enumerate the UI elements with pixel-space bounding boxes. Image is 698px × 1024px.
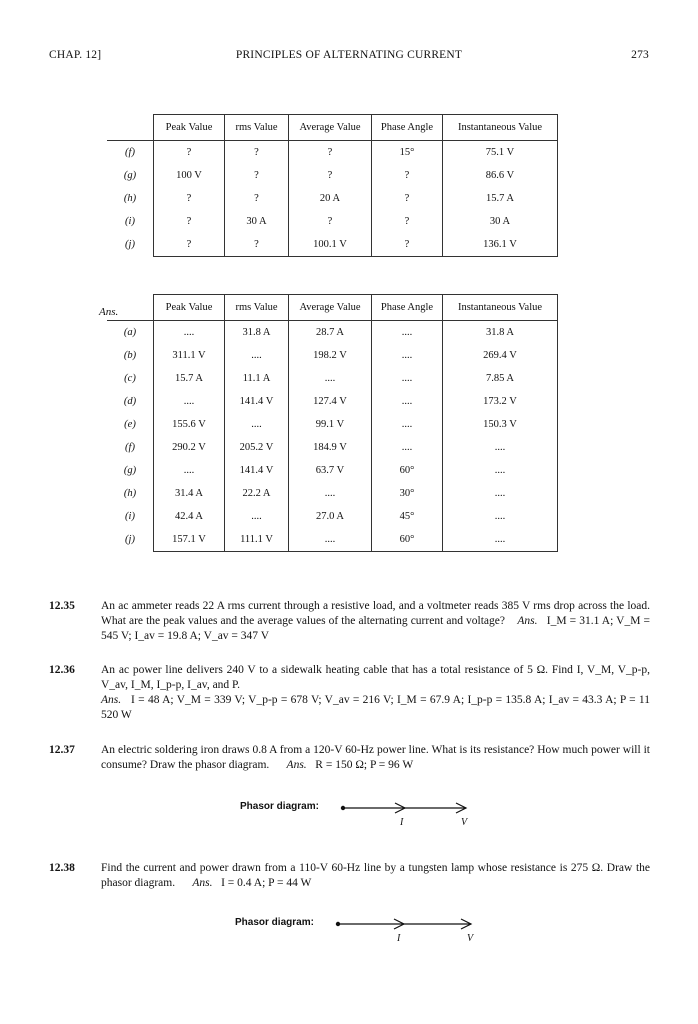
table-cell: 31.8 A	[225, 321, 289, 345]
table-cell: 31.8 A	[443, 321, 558, 345]
table-cell: 290.2 V	[154, 436, 225, 459]
table-cell: 30 A	[225, 210, 289, 233]
answer-label: Ans.	[517, 615, 538, 627]
answer-text: I = 0.4 A; P = 44 W	[221, 877, 312, 889]
table-cell: 205.2 V	[225, 436, 289, 459]
table-cell: ....	[372, 344, 443, 367]
row-label: (f)	[125, 147, 135, 158]
table-cell: 15°	[372, 141, 443, 165]
table-row	[107, 367, 558, 390]
table-cell: 141.4 V	[225, 459, 289, 482]
table-cell: 60°	[372, 459, 443, 482]
table-cell: 60°	[372, 528, 443, 552]
table-row	[107, 164, 558, 187]
problems-table	[107, 114, 558, 257]
table-cell: 75.1 V	[443, 141, 558, 165]
table-cell: 100.1 V	[289, 233, 372, 257]
table-row	[107, 459, 558, 482]
table-row	[107, 436, 558, 459]
table-cell: ....	[225, 413, 289, 436]
table-cell: ....	[154, 390, 225, 413]
table-cell: ....	[443, 528, 558, 552]
table-cell: ?	[225, 187, 289, 210]
problem-number: 12.36	[49, 664, 75, 676]
answers-table	[107, 294, 558, 552]
phasor-label: Phasor diagram:	[240, 801, 319, 812]
phasor-arrows	[235, 914, 480, 948]
current-phasor-label: I	[397, 933, 401, 944]
table-cell: ....	[289, 528, 372, 552]
phasor-label: Phasor diagram:	[235, 917, 314, 928]
voltage-phasor-label: V	[467, 933, 474, 944]
table-row	[107, 413, 558, 436]
phasor-diagram	[235, 914, 480, 948]
table-cell: 150.3 V	[443, 413, 558, 436]
table-cell: ?	[154, 187, 225, 210]
column-header: Average Value	[289, 115, 372, 141]
page-title: PRINCIPLES OF ALTERNATING CURRENT	[235, 49, 463, 61]
problem-12-36	[49, 663, 650, 723]
table-cell: 155.6 V	[154, 413, 225, 436]
row-label: (j)	[125, 239, 135, 251]
answer-text: R = 150 Ω; P = 96 W	[315, 759, 414, 771]
chapter-label: CHAP. 12]	[49, 49, 102, 61]
problem-text: Find the current and power drawn from a 110-V 60-Hz line by a tungsten lamp whose resistance is 275 Ω. Draw the phasor diagram.	[101, 862, 650, 889]
table-cell: 15.7 A	[154, 367, 225, 390]
current-phasor-label: I	[400, 817, 404, 828]
row-label: (b)	[123, 350, 137, 361]
table-cell: 63.7 V	[289, 459, 372, 482]
table-cell: ....	[289, 482, 372, 505]
answer-label: Ans.	[101, 694, 122, 706]
row-label: (g)	[123, 465, 137, 476]
table-cell: 269.4 V	[443, 344, 558, 367]
table-cell: 173.2 V	[443, 390, 558, 413]
table-row	[107, 233, 558, 257]
table-cell: 141.4 V	[225, 390, 289, 413]
row-label-header	[107, 295, 154, 321]
table-cell: ....	[154, 321, 225, 345]
table-cell: 7.85 A	[443, 367, 558, 390]
table-cell: ?	[372, 187, 443, 210]
table-cell: ....	[443, 505, 558, 528]
table-cell: 99.1 V	[289, 413, 372, 436]
page-number: 273	[631, 49, 649, 61]
table-cell: 184.9 V	[289, 436, 372, 459]
problem-text: An ac power line delivers 240 V to a sidewalk heating cable that has a total resistance of 5 Ω. Find I, V_M, V_p-p, V_av, I_M, I_p-p, I_av, and P.	[101, 664, 650, 691]
table-row	[107, 344, 558, 367]
problem-number: 12.38	[49, 862, 75, 874]
problem-number: 12.35	[49, 600, 75, 612]
table-cell: 20 A	[289, 187, 372, 210]
row-label: (i)	[125, 511, 135, 522]
table-cell: 15.7 A	[443, 187, 558, 210]
table-cell: 27.0 A	[289, 505, 372, 528]
row-label: (e)	[124, 419, 136, 430]
answer-text: I = 48 A; V_M = 339 V; V_p-p = 678 V; V_av = 216 V; I_M = 67.9 A; I_p-p = 135.8 A; I_av = 43.3 A; P = 11 520 W	[101, 694, 651, 721]
table-cell: ?	[154, 141, 225, 165]
problem-text: An electric soldering iron draws 0.8 A from a 120-V 60-Hz power line. What is its resistance? How much power will it consume? Draw the phasor diagram.	[101, 744, 650, 771]
table-cell: 111.1 V	[225, 528, 289, 552]
table-cell: 127.4 V	[289, 390, 372, 413]
table-cell: 30 A	[443, 210, 558, 233]
row-label: (d)	[123, 396, 137, 407]
table-row	[107, 321, 558, 345]
table-cell: ?	[289, 210, 372, 233]
table-cell: ?	[372, 233, 443, 257]
column-header: Instantaneous Value	[443, 115, 558, 141]
problem-number: 12.37	[49, 744, 75, 756]
table-cell: 11.1 A	[225, 367, 289, 390]
row-label: (f)	[125, 442, 135, 453]
table-cell: ....	[372, 436, 443, 459]
table-cell: 45°	[372, 505, 443, 528]
answer-label: Ans.	[286, 759, 307, 771]
column-header: Instantaneous Value	[443, 295, 558, 321]
table-cell: ....	[443, 436, 558, 459]
table-cell: ....	[225, 344, 289, 367]
row-label: (j)	[125, 534, 135, 546]
column-header: Phase Angle	[372, 295, 443, 321]
table-cell: 100 V	[154, 164, 225, 187]
table-row	[107, 528, 558, 552]
table-cell: 22.2 A	[225, 482, 289, 505]
problem-text: An ac ammeter reads 22 A rms current through a resistive load, and a voltmeter reads 385 V rms drop across the load. What are the peak values and the average values of the alternating current and voltage?	[101, 600, 650, 627]
phasor-diagram	[240, 798, 480, 832]
table-cell: ?	[289, 164, 372, 187]
table-cell: 42.4 A	[154, 505, 225, 528]
table-cell: ....	[443, 459, 558, 482]
answers-label: Ans.	[99, 306, 119, 318]
table-row	[107, 482, 558, 505]
table-cell: ....	[289, 367, 372, 390]
table-row	[107, 187, 558, 210]
table-cell: 31.4 A	[154, 482, 225, 505]
table-cell: 30°	[372, 482, 443, 505]
table-cell: ?	[154, 233, 225, 257]
table-row	[107, 390, 558, 413]
row-label: (h)	[123, 488, 137, 499]
table-cell: ?	[372, 164, 443, 187]
table-cell: ....	[372, 367, 443, 390]
table-row	[107, 210, 558, 233]
table-cell: ....	[372, 321, 443, 345]
phasor-arrows	[240, 798, 480, 832]
problem-12-37	[49, 743, 650, 773]
voltage-phasor-label: V	[461, 817, 468, 828]
table-cell: 86.6 V	[443, 164, 558, 187]
table-row	[107, 505, 558, 528]
problem-12-35	[49, 599, 650, 644]
table-row	[107, 141, 558, 165]
problem-12-38	[49, 861, 650, 891]
row-label: (i)	[125, 216, 135, 227]
table-cell: ?	[225, 141, 289, 165]
row-label: (h)	[123, 193, 137, 204]
column-header: rms Value	[225, 295, 289, 321]
row-label: (a)	[123, 327, 137, 338]
table-cell: ?	[225, 164, 289, 187]
column-header: rms Value	[225, 115, 289, 141]
table-cell: ....	[443, 482, 558, 505]
row-label: (c)	[124, 373, 136, 384]
row-label-header	[107, 115, 154, 141]
table-cell: ?	[154, 210, 225, 233]
column-header: Average Value	[289, 295, 372, 321]
table-cell: 28.7 A	[289, 321, 372, 345]
table-cell: 311.1 V	[154, 344, 225, 367]
table-cell: ....	[372, 413, 443, 436]
column-header: Peak Value	[154, 115, 225, 141]
table-cell: ....	[225, 505, 289, 528]
answer-label: Ans.	[192, 877, 213, 889]
table-cell: 198.2 V	[289, 344, 372, 367]
table-cell: 136.1 V	[443, 233, 558, 257]
column-header: Phase Angle	[372, 115, 443, 141]
table-cell: ?	[225, 233, 289, 257]
table-cell: ?	[372, 210, 443, 233]
answer-text: I_M = 31.1 A; V_M = 545 V; I_av = 19.8 A; V_av = 347 V	[101, 615, 651, 642]
table-cell: ?	[289, 141, 372, 165]
table-cell: 157.1 V	[154, 528, 225, 552]
row-label: (g)	[123, 170, 137, 181]
table-cell: ....	[372, 390, 443, 413]
column-header: Peak Value	[154, 295, 225, 321]
table-cell: ....	[154, 459, 225, 482]
